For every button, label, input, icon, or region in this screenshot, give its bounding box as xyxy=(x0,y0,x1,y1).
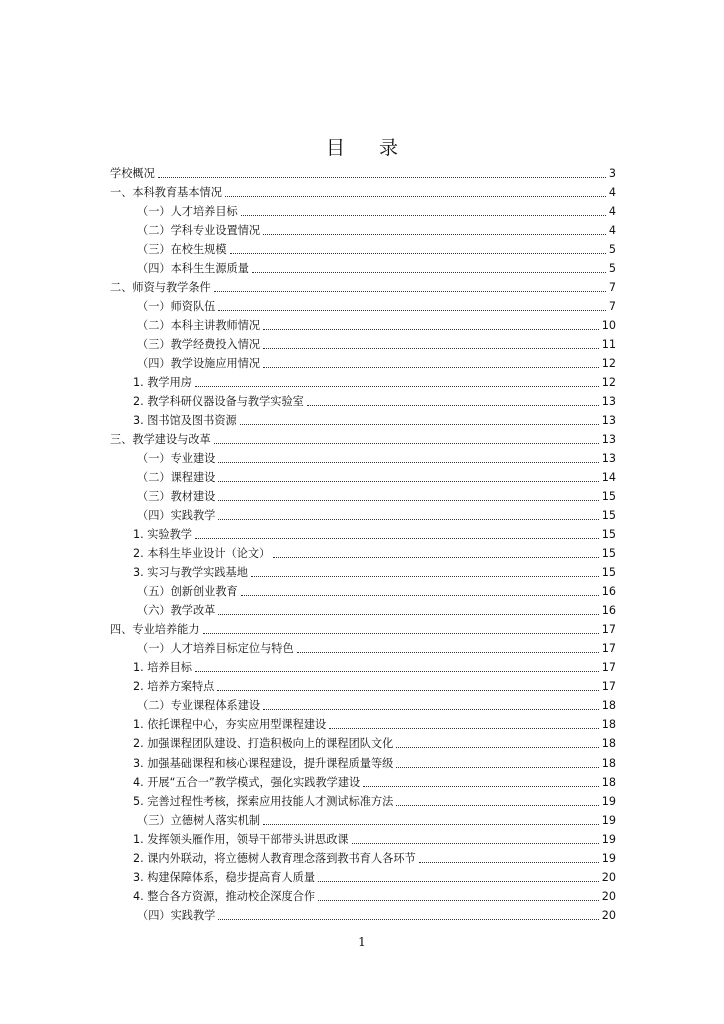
toc-entry-page: 13 xyxy=(601,433,616,447)
toc-dot-leader xyxy=(217,690,598,691)
toc-entry-page: 15 xyxy=(601,509,616,523)
toc-dot-leader xyxy=(218,481,598,482)
toc-entry[interactable] xyxy=(110,354,616,373)
toc-entry-label: （六）教学改革 xyxy=(137,604,216,618)
toc-entry-page: 14 xyxy=(601,471,616,485)
toc-dot-leader xyxy=(218,462,598,463)
toc-dot-leader xyxy=(363,786,599,787)
toc-entry-page: 11 xyxy=(601,338,616,352)
toc-entry-label: 四、专业培养能力 xyxy=(110,623,200,637)
toc-entry-label: 3. 图书馆及图书资源 xyxy=(133,414,237,428)
toc-dot-leader xyxy=(230,253,606,254)
toc-entry[interactable] xyxy=(110,696,616,715)
toc-entry-page: 3 xyxy=(608,167,616,181)
toc-entry[interactable] xyxy=(110,620,616,639)
toc-dot-leader xyxy=(307,405,599,406)
toc-entry-page: 18 xyxy=(601,699,616,713)
toc-entry-page: 5 xyxy=(608,243,616,257)
toc-entry[interactable] xyxy=(110,202,616,221)
toc-entry[interactable] xyxy=(110,830,616,849)
toc-entry-label: （一）师资队伍 xyxy=(137,300,216,314)
toc-entry[interactable] xyxy=(110,449,616,468)
toc-dot-leader xyxy=(218,310,606,311)
toc-entry[interactable] xyxy=(110,773,616,792)
toc-entry-page: 17 xyxy=(601,623,616,637)
toc-entry-label: 3. 加强基础课程和核心课程建设，提升课程质量等级 xyxy=(133,756,394,770)
toc-entry[interactable] xyxy=(110,887,616,906)
toc-entry-page: 18 xyxy=(601,737,616,751)
toc-entry-page: 20 xyxy=(601,870,616,884)
toc-entry[interactable] xyxy=(110,563,616,582)
toc-entry-label: （三）立德树人落实机制 xyxy=(137,813,261,827)
toc-entry-page: 20 xyxy=(601,908,616,922)
toc-entry[interactable] xyxy=(110,468,616,487)
toc-dot-leader xyxy=(396,767,598,768)
toc-entry[interactable] xyxy=(110,677,616,696)
toc-entry-page: 20 xyxy=(601,889,616,903)
toc-entry[interactable] xyxy=(110,525,616,544)
toc-entry-page: 7 xyxy=(608,281,616,295)
toc-entry-label: 二、师资与教学条件 xyxy=(110,281,211,295)
toc-entry-label: （一）专业建设 xyxy=(137,452,216,466)
toc-entry-label: （二）学科专业设置情况 xyxy=(137,224,261,238)
toc-dot-leader xyxy=(195,671,599,672)
toc-entry[interactable] xyxy=(110,544,616,563)
toc-entry-label: 3. 实习与教学实践基地 xyxy=(133,566,248,580)
toc-entry[interactable] xyxy=(110,392,616,411)
toc-entry-label: （四）本科生生源质量 xyxy=(137,262,249,276)
toc-entry-label: （三）教材建设 xyxy=(137,490,216,504)
toc-entry[interactable] xyxy=(110,734,616,753)
toc-entry-label: 2. 本科生毕业设计（论文） xyxy=(133,547,271,561)
toc-entry-page: 5 xyxy=(608,262,616,276)
toc-entry-label: （二）课程建设 xyxy=(137,471,216,485)
toc-entry-label: 2. 教学科研仪器设备与教学实验室 xyxy=(133,395,304,409)
toc-entry-label: 一、本科教育基本情况 xyxy=(110,186,222,200)
toc-entry[interactable] xyxy=(110,753,616,772)
toc-dot-leader xyxy=(419,862,599,863)
toc-entry-label: 2. 培养方案特点 xyxy=(133,680,215,694)
toc-entry-label: （三）教学经费投入情况 xyxy=(137,338,261,352)
toc-entry-label: 3. 构建保障体系，稳步提高育人质量 xyxy=(133,870,316,884)
toc-entry-label: （二）本科主讲教师情况 xyxy=(137,319,261,333)
toc-entry-page: 12 xyxy=(601,376,616,390)
toc-dot-leader xyxy=(263,348,599,349)
toc-entry[interactable] xyxy=(110,164,616,183)
toc-entry-page: 19 xyxy=(601,813,616,827)
toc-entry[interactable] xyxy=(110,601,616,620)
toc-dot-leader xyxy=(195,386,599,387)
toc-dot-leader xyxy=(318,900,599,901)
toc-entry-page: 13 xyxy=(601,452,616,466)
toc-entry-label: 2. 加强课程团队建设、打造积极向上的课程团队文化 xyxy=(133,737,394,751)
toc-dot-leader xyxy=(218,500,598,501)
toc-entry-page: 18 xyxy=(601,775,616,789)
toc-entry-label: 4. 开展“五合一”教学模式，强化实践教学建设 xyxy=(133,775,361,789)
toc-dot-leader xyxy=(263,329,599,330)
toc-entry-page: 19 xyxy=(601,832,616,846)
toc-entry-page: 15 xyxy=(601,490,616,504)
toc-dot-leader xyxy=(352,843,599,844)
toc-entry-label: 1. 发挥领头雁作用，领导干部带头讲思政课 xyxy=(133,832,349,846)
toc-entry-page: 4 xyxy=(608,186,616,200)
toc-entry-page: 15 xyxy=(601,566,616,580)
toc-dot-leader xyxy=(241,595,599,596)
toc-entry-page: 16 xyxy=(601,585,616,599)
toc-entry-page: 10 xyxy=(601,319,616,333)
toc-entry-page: 4 xyxy=(608,205,616,219)
toc-entry-label: 1. 培养目标 xyxy=(133,661,192,675)
toc-dot-leader xyxy=(263,234,606,235)
toc-entry[interactable] xyxy=(110,639,616,658)
toc-dot-leader xyxy=(214,443,599,444)
toc-entry-page: 13 xyxy=(601,414,616,428)
toc-entry-label: 2. 课内外联动，将立德树人教育理念落到教书育人各环节 xyxy=(133,851,416,865)
toc-entry[interactable] xyxy=(110,373,616,392)
toc-dot-leader xyxy=(263,367,599,368)
toc-dot-leader xyxy=(252,272,606,273)
toc-entry-label: （三）在校生规模 xyxy=(137,243,227,257)
toc-dot-leader xyxy=(158,177,606,178)
toc-entry-page: 12 xyxy=(601,357,616,371)
toc-entry-page: 16 xyxy=(601,604,616,618)
toc-entry-page: 19 xyxy=(601,794,616,808)
toc-entry[interactable] xyxy=(110,868,616,887)
toc-entry[interactable] xyxy=(110,297,616,316)
toc-dot-leader xyxy=(225,196,606,197)
toc-entry-label: 1. 实验教学 xyxy=(133,528,192,542)
toc-entry[interactable] xyxy=(110,582,616,601)
toc-entry-page: 17 xyxy=(601,680,616,694)
page-number: 1 xyxy=(358,935,366,949)
toc-entry-page: 18 xyxy=(601,756,616,770)
toc-entry-label: 1. 教学用房 xyxy=(133,376,192,390)
toc-entry-label: （四）实践教学 xyxy=(137,908,216,922)
toc-entry-label: （一）人才培养目标 xyxy=(137,205,238,219)
toc-entry[interactable] xyxy=(110,240,616,259)
toc-entry-label: （一）人才培养目标定位与特色 xyxy=(137,642,294,656)
toc-entry-page: 15 xyxy=(601,528,616,542)
toc-entry[interactable] xyxy=(110,430,616,449)
toc-dot-leader xyxy=(203,633,599,634)
toc-entry-page: 7 xyxy=(608,300,616,314)
toc-dot-leader xyxy=(195,538,599,539)
toc-entry[interactable] xyxy=(110,658,616,677)
toc-dot-leader xyxy=(240,424,599,425)
toc-entry-label: 4. 整合各方资源，推动校企深度合作 xyxy=(133,889,316,903)
toc-entry[interactable] xyxy=(110,506,616,525)
toc-entry-label: （五）创新创业教育 xyxy=(137,585,238,599)
toc-entry[interactable] xyxy=(110,487,616,506)
toc-entry[interactable] xyxy=(110,906,616,925)
toc-entry-label: 学校概况 xyxy=(110,167,155,181)
toc-entry-label: 5. 完善过程性考核，探索应用技能人才测试标准方法 xyxy=(133,794,394,808)
toc-dot-leader xyxy=(218,614,598,615)
toc-entry[interactable] xyxy=(110,278,616,297)
toc-entry-page: 4 xyxy=(608,224,616,238)
toc-entry-page: 13 xyxy=(601,395,616,409)
table-of-contents xyxy=(110,164,616,925)
toc-entry-page: 18 xyxy=(601,718,616,732)
toc-entry-label: 三、教学建设与改革 xyxy=(110,433,211,447)
toc-entry[interactable] xyxy=(110,811,616,830)
toc-entry[interactable] xyxy=(110,183,616,202)
toc-entry[interactable] xyxy=(110,715,616,734)
toc-entry-label: （二）专业课程体系建设 xyxy=(137,699,261,713)
toc-dot-leader xyxy=(241,215,606,216)
toc-dot-leader xyxy=(218,919,598,920)
toc-entry[interactable] xyxy=(110,221,616,240)
toc-entry-page: 19 xyxy=(601,851,616,865)
toc-dot-leader xyxy=(263,824,599,825)
toc-entry[interactable] xyxy=(110,316,616,335)
toc-dot-leader xyxy=(263,709,599,710)
toc-entry-page: 15 xyxy=(601,547,616,561)
toc-entry-label: （四）实践教学 xyxy=(137,509,216,523)
toc-entry[interactable] xyxy=(110,335,616,354)
toc-dot-leader xyxy=(318,881,599,882)
toc-title: 目 录 xyxy=(325,137,413,159)
toc-dot-leader xyxy=(251,576,599,577)
toc-dot-leader xyxy=(297,652,599,653)
toc-entry[interactable] xyxy=(110,849,616,868)
toc-entry-page: 17 xyxy=(601,642,616,656)
toc-dot-leader xyxy=(396,747,598,748)
toc-dot-leader xyxy=(218,519,598,520)
toc-dot-leader xyxy=(214,291,606,292)
toc-entry[interactable] xyxy=(110,792,616,811)
toc-dot-leader xyxy=(329,728,599,729)
toc-entry[interactable] xyxy=(110,259,616,278)
toc-entry[interactable] xyxy=(110,411,616,430)
toc-dot-leader xyxy=(396,805,598,806)
toc-entry-label: （四）教学设施应用情况 xyxy=(137,357,261,371)
toc-dot-leader xyxy=(273,557,598,558)
toc-entry-page: 17 xyxy=(601,661,616,675)
toc-entry-label: 1. 依托课程中心，夯实应用型课程建设 xyxy=(133,718,327,732)
